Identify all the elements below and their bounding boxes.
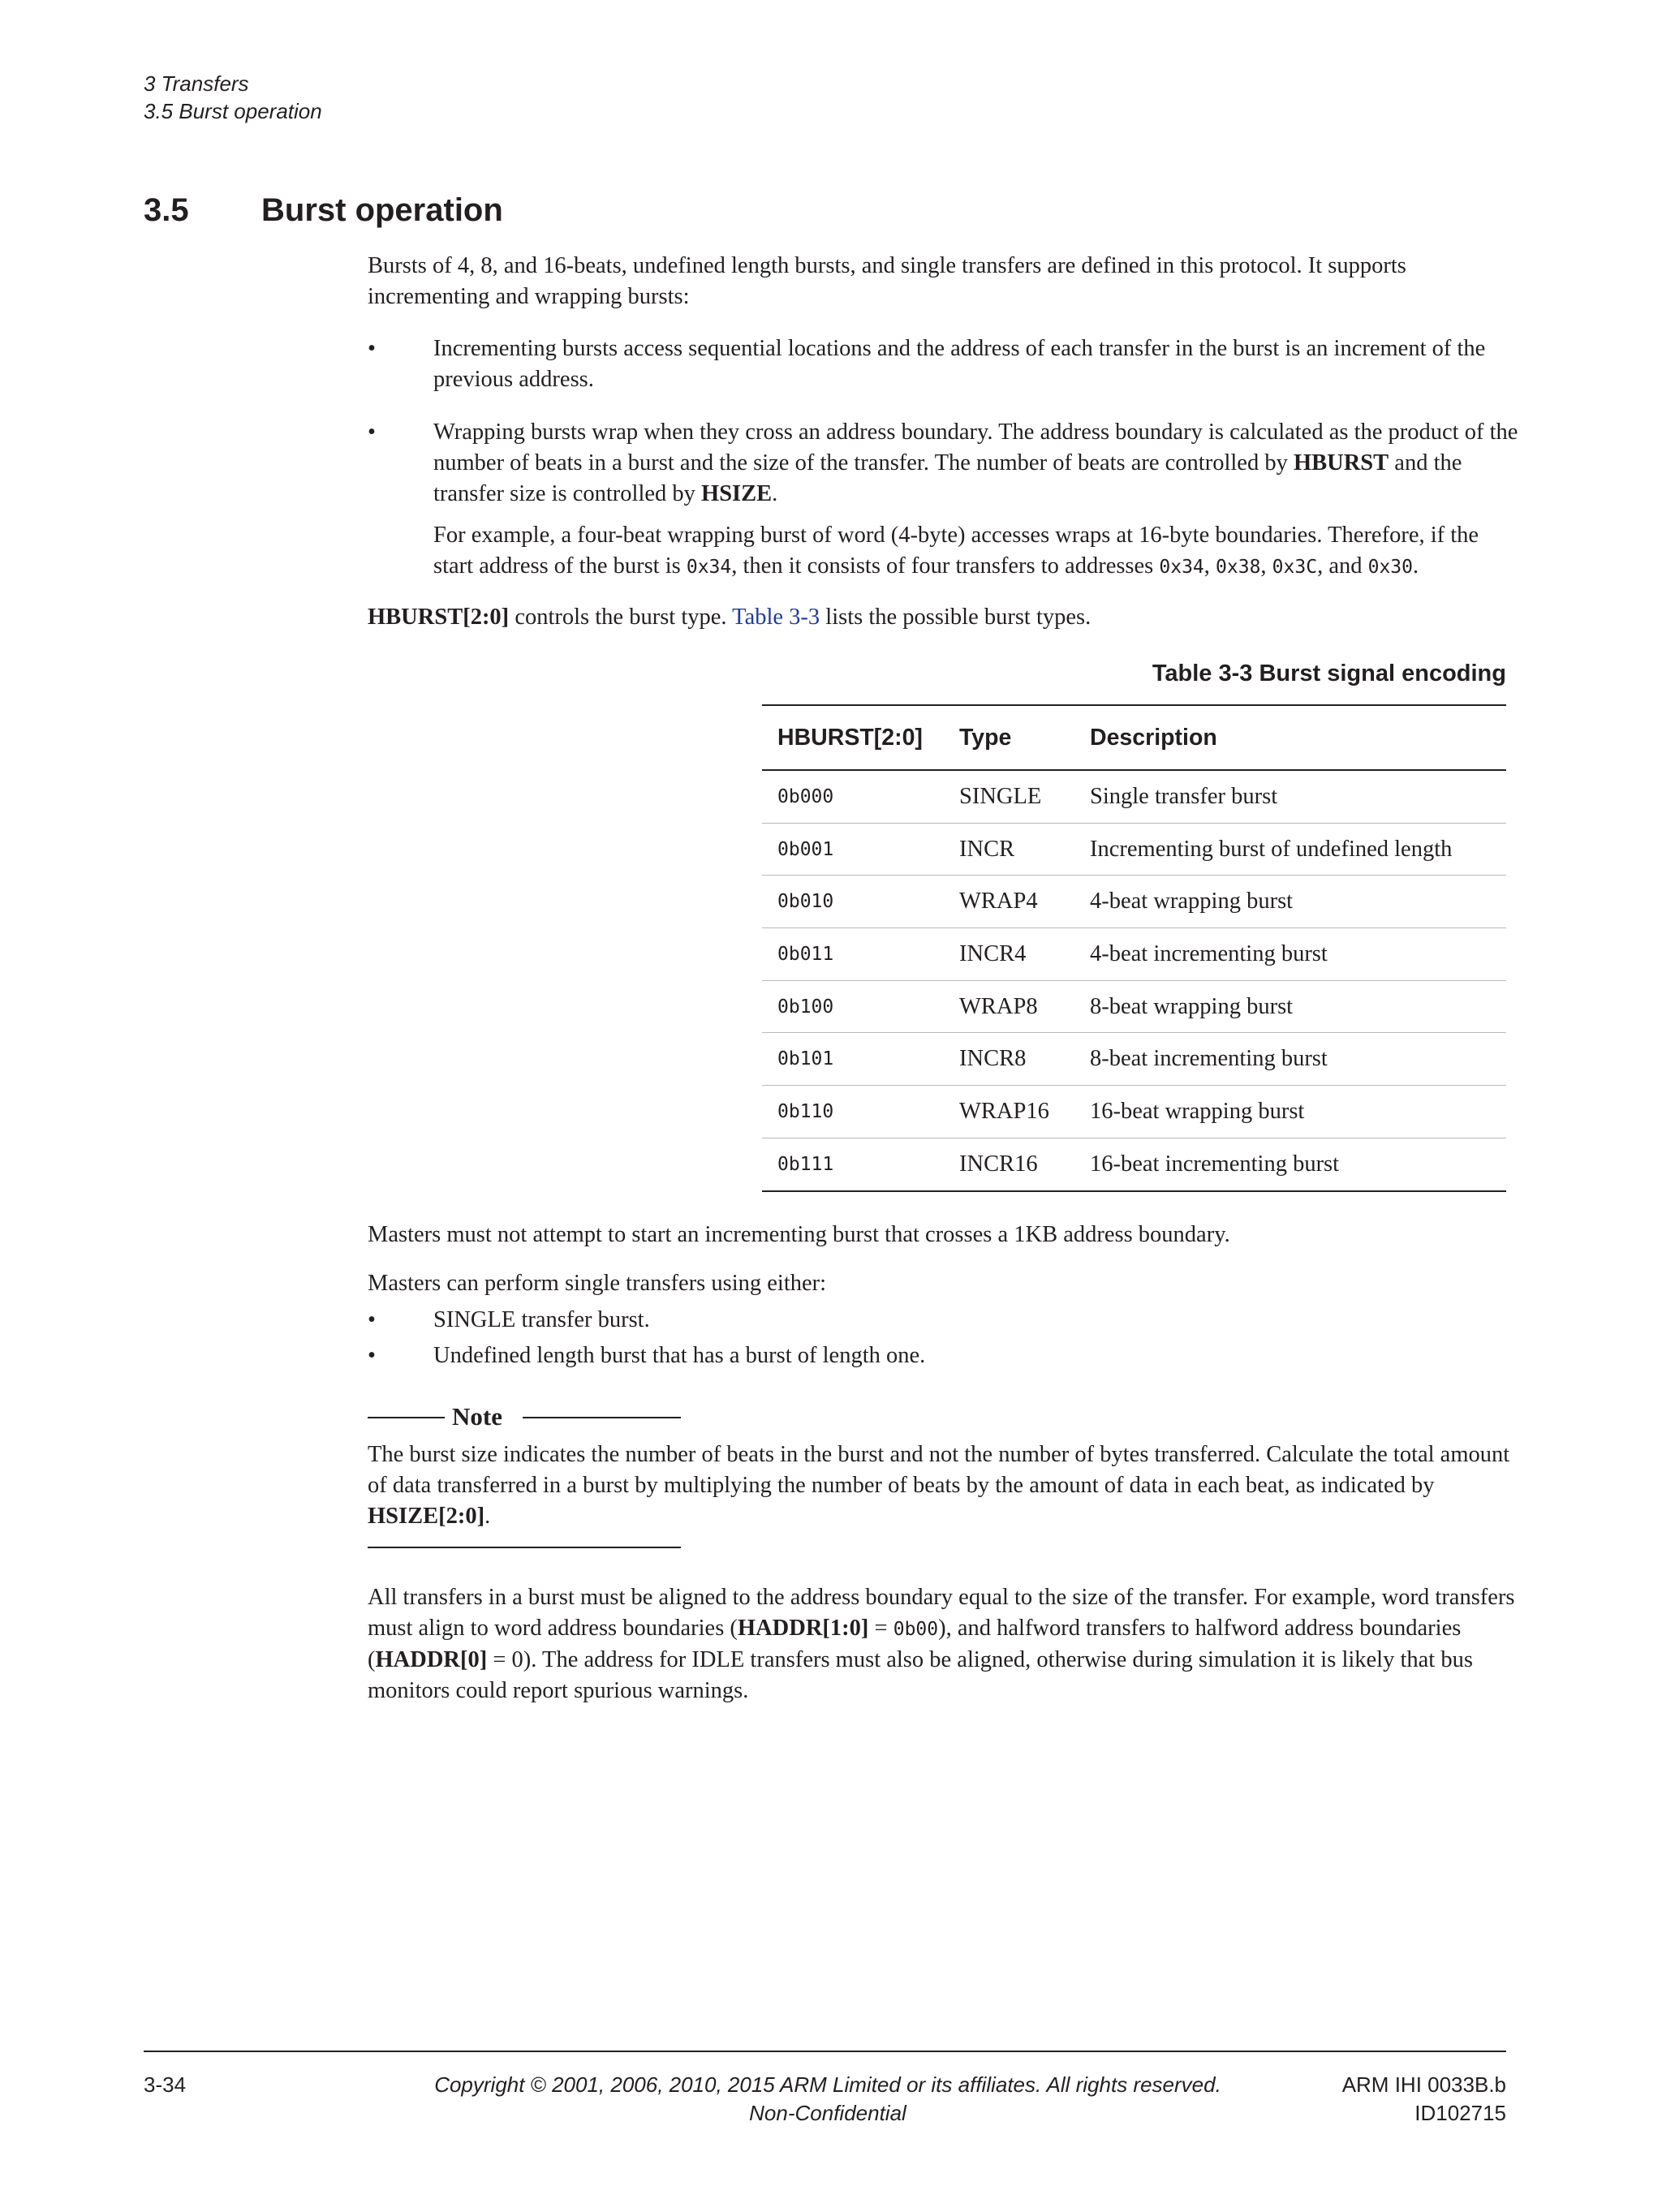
hburst-paragraph bbox=[368, 602, 1520, 633]
cell-encoding: 0b010 bbox=[762, 876, 944, 928]
note-label: Note bbox=[452, 1402, 502, 1431]
column-header-description: Description bbox=[1074, 705, 1506, 770]
intro-paragraph bbox=[368, 251, 1520, 312]
align-text-b: ), and halfword transfers to halfword address boundaries ( bbox=[368, 1616, 1462, 1672]
cell-type: WRAP4 bbox=[944, 876, 1074, 928]
table-row bbox=[762, 823, 1506, 876]
table-row bbox=[762, 1086, 1506, 1138]
signal-hburst-range: HBURST[2:0] bbox=[368, 605, 510, 630]
table-row bbox=[762, 980, 1506, 1033]
section-number: 3.5 bbox=[144, 192, 189, 228]
note-text bbox=[368, 1440, 1520, 1532]
wrapping-text-b: and the transfer size is controlled by bbox=[433, 450, 1462, 506]
bullet-wrapping bbox=[433, 417, 1521, 510]
bullet-dot: • bbox=[368, 336, 376, 361]
addr-3: 0x3C bbox=[1272, 557, 1318, 578]
cell-type: WRAP8 bbox=[944, 980, 1074, 1033]
footer-rule bbox=[144, 2051, 1506, 2052]
cell-description: Single transfer burst bbox=[1074, 770, 1506, 823]
table-caption: Table 3-3 Burst signal encoding bbox=[1152, 661, 1506, 686]
align-eq: = bbox=[874, 1616, 888, 1641]
table-row bbox=[762, 928, 1506, 981]
hburst-text-a: controls the burst type. bbox=[515, 605, 727, 630]
cell-encoding: 0b001 bbox=[762, 823, 944, 876]
note-rule-left bbox=[368, 1417, 445, 1418]
example-end: . bbox=[1412, 553, 1419, 579]
section-title: Burst operation bbox=[261, 192, 503, 228]
align-text-c: = 0). The address for IDLE transfers must also be aligned, otherwise during simulation it is likely that bus monitors could report spurious warnings. bbox=[368, 1647, 1473, 1703]
footer-copyright: Copyright © 2001, 2006, 2010, 2015 ARM Limited or its affiliates. All rights reserved. bbox=[434, 2072, 1221, 2097]
footer-confidentiality: Non-Confidential bbox=[749, 2101, 906, 2125]
burst-encoding-table bbox=[762, 704, 1506, 1192]
masters-single-intro bbox=[368, 1268, 1520, 1299]
bullet-dot: • bbox=[368, 1307, 376, 1332]
cell-type: INCR16 bbox=[944, 1138, 1074, 1190]
comma-and: , and bbox=[1317, 553, 1363, 579]
cell-encoding: 0b110 bbox=[762, 1086, 944, 1138]
bullet-single-transfer bbox=[433, 1305, 1521, 1336]
addr-start: 0x34 bbox=[686, 557, 732, 578]
running-header-chapter: 3 Transfers bbox=[144, 71, 249, 96]
masters-single-intro-text: Masters can perform single transfers using either: bbox=[368, 1271, 827, 1296]
signal-hburst: HBURST bbox=[1293, 450, 1389, 476]
cell-encoding: 0b000 bbox=[762, 770, 944, 823]
cell-type: WRAP16 bbox=[944, 1086, 1074, 1138]
bullet-dot: • bbox=[368, 420, 376, 445]
table-row bbox=[762, 876, 1506, 928]
comma-2: , bbox=[1260, 553, 1267, 579]
cell-type: SINGLE bbox=[944, 770, 1074, 823]
undefined-length-text: Undefined length burst that has a burst of length one. bbox=[433, 1343, 926, 1368]
page-number: 3-34 bbox=[144, 2072, 187, 2097]
bullet-dot: • bbox=[368, 1343, 376, 1368]
cell-encoding: 0b100 bbox=[762, 980, 944, 1033]
wrapping-text-a: Wrapping bursts wrap when they cross an address boundary. The address boundary is calculated as the product of the number of beats in a burst and the size of the transfer. The number of beats are controlled by bbox=[433, 420, 1518, 476]
cell-type: INCR bbox=[944, 823, 1074, 876]
cell-encoding: 0b111 bbox=[762, 1138, 944, 1190]
table-row bbox=[762, 1138, 1506, 1190]
cell-description: 4-beat wrapping burst bbox=[1074, 876, 1506, 928]
signal-haddr-1-0: HADDR[1:0] bbox=[737, 1616, 869, 1641]
addr-1: 0x34 bbox=[1159, 557, 1204, 578]
table-3-3-link[interactable]: Table 3-3 bbox=[732, 605, 820, 630]
cell-type: INCR4 bbox=[944, 928, 1074, 981]
single-transfer-text: SINGLE transfer burst. bbox=[433, 1307, 650, 1332]
hburst-text-b: lists the possible burst types. bbox=[825, 605, 1091, 630]
wrapping-period: . bbox=[772, 481, 778, 506]
signal-hsize: HSIZE bbox=[701, 481, 773, 506]
footer-doc-id: ARM IHI 0033B.b bbox=[1341, 2072, 1506, 2097]
note-rule-right bbox=[523, 1417, 681, 1418]
table-row bbox=[762, 770, 1506, 823]
example-paragraph bbox=[433, 520, 1521, 583]
masters-boundary-text: Masters must not attempt to start an incrementing burst that crosses a 1KB address boundary. bbox=[368, 1222, 1230, 1247]
table-row bbox=[762, 1033, 1506, 1086]
comma-1: , bbox=[1203, 553, 1210, 579]
column-header-type: Type bbox=[944, 705, 1074, 770]
masters-boundary-paragraph bbox=[368, 1220, 1520, 1250]
value-0b00: 0b00 bbox=[893, 1619, 939, 1640]
example-text-a: For example, a four-beat wrapping burst of word (4-byte) accesses wraps at 16-byte boundaries. Therefore, if the start address of the burst is bbox=[433, 523, 1479, 579]
align-text-a: All transfers in a burst must be aligned to the address boundary equal to the size of the transfer. For example, word transfers must align to word address boundaries ( bbox=[368, 1585, 1515, 1641]
cell-type: INCR8 bbox=[944, 1033, 1074, 1086]
bullet-undefined-length bbox=[433, 1341, 1521, 1371]
bullet-incrementing-text: Incrementing bursts access sequential locations and the address of each transfer in the burst is an increment of the previous address. bbox=[433, 336, 1486, 392]
example-text-b: , then it consists of four transfers to addresses bbox=[731, 553, 1154, 579]
column-header-hburst: HBURST[2:0] bbox=[762, 705, 944, 770]
running-header-section: 3.5 Burst operation bbox=[144, 99, 322, 123]
cell-description: Incrementing burst of undefined length bbox=[1074, 823, 1506, 876]
cell-description: 4-beat incrementing burst bbox=[1074, 928, 1506, 981]
footer-doc-sub-id: ID102715 bbox=[1414, 2101, 1506, 2125]
bullet-incrementing bbox=[433, 334, 1521, 395]
cell-description: 8-beat wrapping burst bbox=[1074, 980, 1506, 1033]
table-header-row bbox=[762, 705, 1506, 770]
cell-description: 16-beat wrapping burst bbox=[1074, 1086, 1506, 1138]
note-end: . bbox=[484, 1504, 491, 1529]
cell-encoding: 0b011 bbox=[762, 928, 944, 981]
signal-hsize-range: HSIZE[2:0] bbox=[368, 1504, 485, 1529]
note-rule-bottom bbox=[368, 1547, 681, 1548]
addr-2: 0x38 bbox=[1216, 557, 1261, 578]
cell-description: 16-beat incrementing burst bbox=[1074, 1138, 1506, 1190]
cell-encoding: 0b101 bbox=[762, 1033, 944, 1086]
alignment-paragraph bbox=[368, 1582, 1520, 1706]
cell-description: 8-beat incrementing burst bbox=[1074, 1033, 1506, 1086]
addr-4: 0x30 bbox=[1367, 557, 1413, 578]
note-text-a: The burst size indicates the number of beats in the burst and not the number of bytes transferred. Calculate the total amount of data transferred in a burst by multiplying the number of beats by the amount of data in each beat, as indicated by bbox=[368, 1442, 1510, 1498]
signal-haddr-0: HADDR[0] bbox=[375, 1647, 488, 1672]
intro-text: Bursts of 4, 8, and 16-beats, undefined length bursts, and single transfers are defined in this protocol. It supports incrementing and wrapping bursts: bbox=[368, 253, 1406, 309]
